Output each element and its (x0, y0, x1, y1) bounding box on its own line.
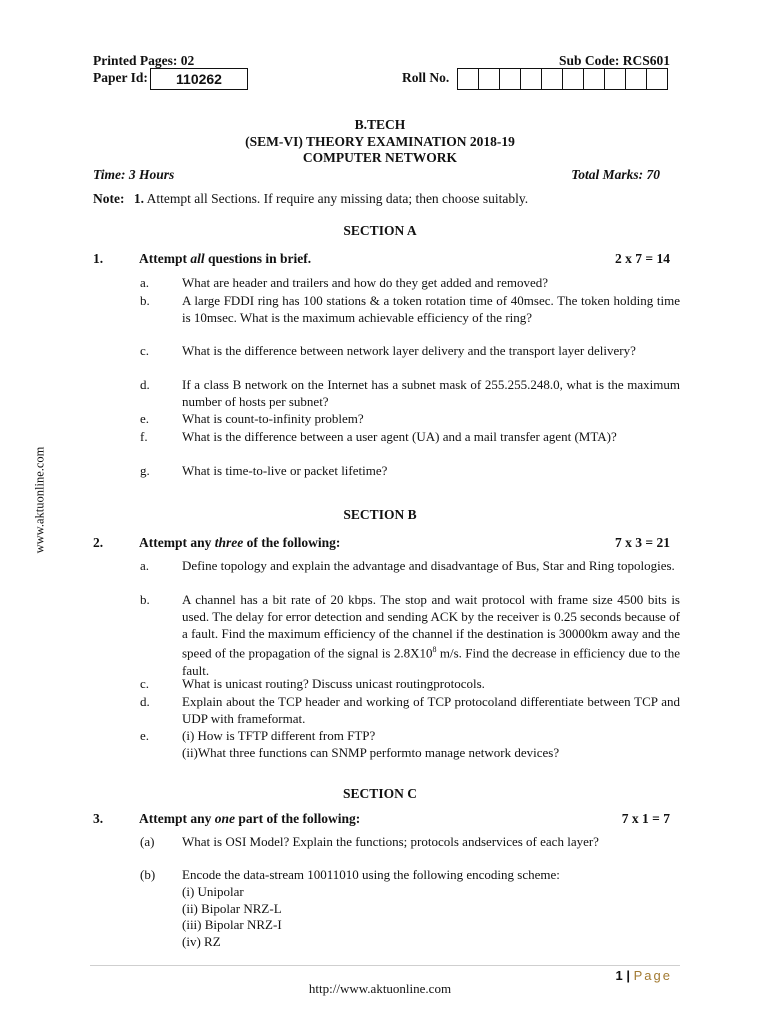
roll-digit-box (541, 68, 563, 90)
question-number: 3. (93, 811, 104, 826)
roll-no-boxes (458, 68, 668, 90)
question-1-marks: 2 x 7 = 14 (615, 251, 670, 266)
question-number: 1. (93, 251, 104, 266)
page-number: 1 | Page (615, 968, 672, 983)
question-item: (b) Encode the data-stream 10011010 using the following encoding scheme: (i) Unipolar (ii) Bipolar NRZ-L (iii) Bipolar NRZ-I (iv) RZ (140, 867, 680, 951)
sub-item: (ii) Bipolar NRZ-L (182, 900, 282, 916)
question-item: b. A channel has a bit rate of 20 kbps. The stop and wait protocol with frame size 4500 bits is used. The delay for error detection and sending ACK by the receiver is 0.25 seconds because of a fault. Find the maximum efficiency of the channel if the destination is 30000km away and the speed of the propagation of the signal is $2.8X10^8$ m/s. Find the decrease in efficiency due to the fault. (140, 592, 680, 678)
question-2-marks: 7 x 3 = 21 (615, 535, 670, 550)
roll-digit-box (562, 68, 584, 90)
roll-digit-box (646, 68, 668, 90)
question-item: f. What is the difference between a user agent (UA) and a mail transfer agent (MTA)? (140, 429, 617, 444)
question-number: 2. (93, 535, 104, 550)
note-text: Attempt all Sections. If require any missing data; then choose suitably. (146, 191, 529, 206)
question-item: (a) What is OSI Model? Explain the functions; protocols andservices of each layer? (140, 834, 599, 849)
total-marks: Total Marks: 70 (571, 167, 660, 182)
question-1-instruction: Attempt all questions in brief. (139, 251, 312, 266)
question-item: a. What are header and trailers and how do they get added and removed? (140, 275, 549, 290)
question-item: g. What is time-to-live or packet lifetime? (140, 463, 388, 478)
question-1-line (0, 251, 768, 269)
footer-url: http://www.aktuonline.com (308, 981, 452, 996)
roll-digit-box (520, 68, 542, 90)
section-c-heading: SECTION C (343, 786, 417, 801)
question-item: d. If a class B network on the Internet has a subnet mask of 255.255.248.0, what is the maximum number of hosts per subnet? (140, 377, 680, 409)
question-item: b. A large FDDI ring has 100 stations & a token rotation time of 40msec. The token holding time is 10msec. What is the maximum achievable efficiency of the ring? (140, 293, 680, 325)
roll-no-label: Roll No. (402, 70, 450, 85)
note-number: 1. (133, 191, 144, 206)
question-2-line (0, 535, 768, 553)
section-a-heading: SECTION A (343, 223, 417, 238)
paper-id-box: 110262 (150, 68, 248, 90)
roll-digit-box (478, 68, 500, 90)
degree-title: B.TECH (354, 117, 406, 132)
question-item: c. What is unicast routing? Discuss unicast routingprotocols. (140, 676, 485, 691)
question-3-marks: 7 x 1 = 7 (621, 811, 670, 826)
note-label: Note: (93, 191, 125, 206)
note (93, 191, 528, 207)
question-3-instruction: Attempt any one part of the following: (139, 811, 361, 826)
roll-digit-box (499, 68, 521, 90)
sub-code: Sub Code: RCS601 (558, 53, 670, 68)
question-item: a. Define topology and explain the advantage and disadvantage of Bus, Star and Ring topologies. (140, 558, 675, 573)
question-item: e. What is count-to-infinity problem? (140, 411, 364, 426)
roll-digit-box (604, 68, 626, 90)
sub-item: (iii) Bipolar NRZ-I (182, 917, 282, 933)
footer-divider (90, 965, 680, 966)
roll-digit-box (625, 68, 647, 90)
question-2-instruction: Attempt any three of the following: (139, 535, 341, 550)
side-watermark-url: www.aktuonline.com (32, 446, 47, 554)
sub-item: (iv) RZ (182, 934, 221, 950)
paper-id-label: Paper Id: (93, 70, 148, 85)
sub-item: (i) Unipolar (182, 883, 244, 899)
question-item: d. Explain about the TCP header and working of TCP protocoland differentiate between TCP and UDP with frameformat. (140, 694, 680, 726)
question-item: c. What is the difference between network layer delivery and the transport layer delivery? (140, 343, 636, 358)
question-3-line (0, 811, 768, 829)
section-b-heading: SECTION B (343, 507, 417, 522)
roll-digit-box (457, 68, 479, 90)
time-allowed: Time: 3 Hours (93, 167, 175, 182)
exam-title: (SEM-VI) THEORY EXAMINATION 2018-19 (245, 134, 515, 149)
printed-pages: Printed Pages: 02 (93, 53, 195, 68)
subject-title: COMPUTER NETWORK (302, 150, 458, 165)
roll-digit-box (583, 68, 605, 90)
question-item: e. (i) How is TFTP different from FTP? (ii)What three functions can SNMP performto manage network devices? (140, 728, 560, 760)
